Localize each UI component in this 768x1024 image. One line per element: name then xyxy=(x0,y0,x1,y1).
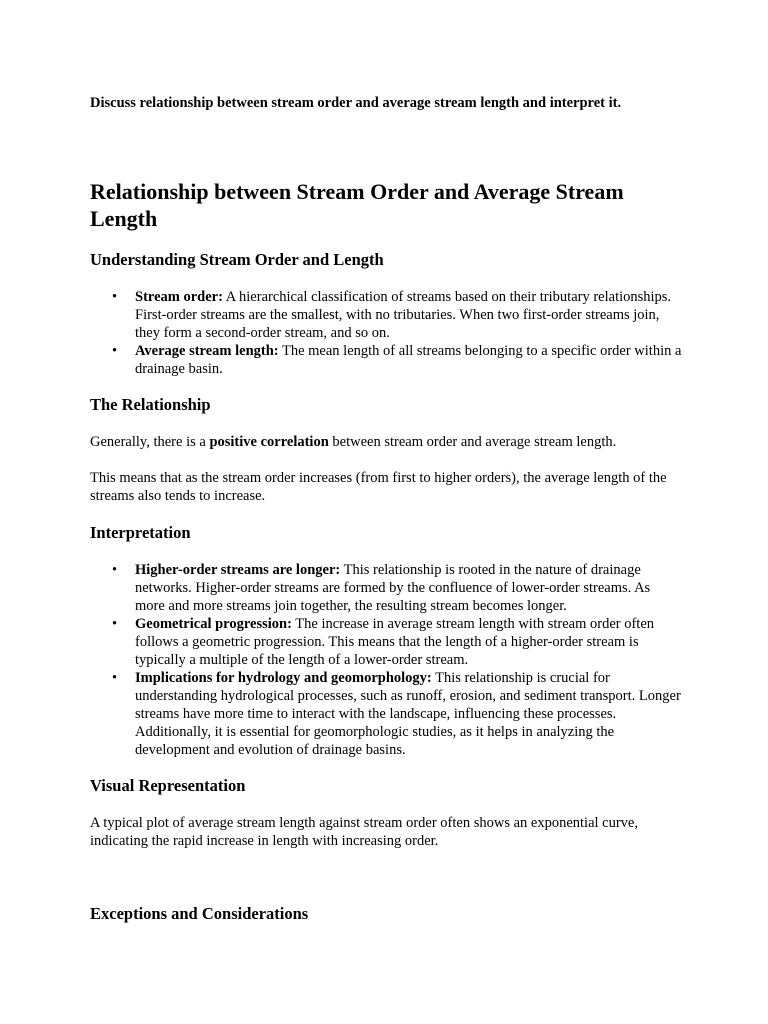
understanding-list xyxy=(90,288,682,378)
relationship-bold-term: positive correlation xyxy=(209,434,329,450)
bullet-icon: • xyxy=(112,343,118,359)
heading-understanding: Understanding Stream Order and Length xyxy=(90,250,384,269)
list-item-text: The mean length of all streams belonging to a specific order within a drainage basin. xyxy=(135,343,682,377)
list-item-text: This relationship is rooted in the nature of drainage networks. Higher-order streams are formed by the confluence of lower-order streams. As more and more streams join together, the resulting stream becomes longer. xyxy=(135,562,651,614)
list-item xyxy=(90,288,682,342)
bullet-icon: • xyxy=(112,670,118,686)
relationship-paragraph-1 xyxy=(90,433,682,451)
bullet-icon: • xyxy=(112,562,118,578)
heading-relationship: The Relationship xyxy=(90,395,211,414)
list-item xyxy=(90,615,682,669)
bullet-icon: • xyxy=(112,289,118,305)
relationship-text-after: between stream order and average stream length. xyxy=(328,434,617,450)
list-item-term: Geometrical progression: xyxy=(135,616,292,632)
list-item-term: Stream order: xyxy=(135,289,223,305)
interpretation-list xyxy=(90,561,682,759)
relationship-paragraph-2: This means that as the stream order increases (from first to higher orders), the average length of the streams also tends to increase. xyxy=(90,470,667,504)
list-item-term: Higher-order streams are longer: xyxy=(135,562,341,578)
list-item-text: The increase in average stream length with stream order often follows a geometric progression. This means that the length of a higher-order stream is typically a multiple of the length of a lower-order stream. xyxy=(135,616,655,668)
heading-interpretation: Interpretation xyxy=(90,523,191,542)
heading-exceptions: Exceptions and Considerations xyxy=(90,904,309,923)
bullet-icon: • xyxy=(112,616,118,632)
page-title: Relationship between Stream Order and Average Stream Length xyxy=(90,179,624,231)
heading-visual-representation: Visual Representation xyxy=(90,776,246,795)
list-item-text: This relationship is crucial for understanding hydrological processes, such as runoff, erosion, and sediment transport. Longer streams have more time to interact with the landscape, influencing these processes. Additionally, it is essential for geomorphologic studies, as it helps in analyzing the development and evolution of drainage basins. xyxy=(135,670,681,758)
list-item-term: Average stream length: xyxy=(135,343,279,359)
list-item xyxy=(90,342,682,378)
list-item-term: Implications for hydrology and geomorphology: xyxy=(135,670,432,686)
visual-paragraph: A typical plot of average stream length against stream order often shows an exponential curve, indicating the rapid increase in length with increasing order. xyxy=(90,815,638,849)
list-item xyxy=(90,561,682,615)
question-text: Discuss relationship between stream order and average stream length and interpret it. xyxy=(90,95,622,111)
list-item xyxy=(90,669,682,759)
relationship-text-before: Generally, there is a xyxy=(90,434,210,450)
list-item-text: A hierarchical classification of streams based on their tributary relationships. First-order streams are the smallest, with no tributaries. When two first-order streams join, they form a second-order stream, and so on. xyxy=(135,289,672,341)
